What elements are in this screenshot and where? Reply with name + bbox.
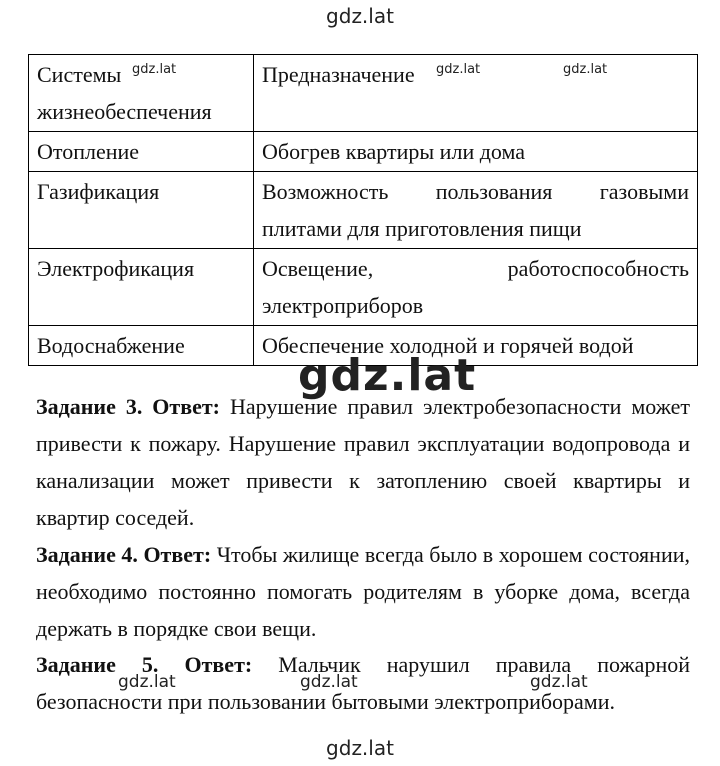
watermark-large: gdz.lat bbox=[298, 350, 477, 401]
watermark-top: gdz.lat bbox=[326, 4, 394, 28]
task-3-label: Задание 3. Ответ: bbox=[36, 394, 221, 419]
life-support-table bbox=[28, 54, 698, 366]
task-4-text: Чтобы жилище всегда было в хорошем состоянии, необходимо постоянно помогать родителям в уборке дома, всегда держать в порядке свои вещи. bbox=[36, 542, 690, 641]
watermark-small: gdz.lat bbox=[563, 62, 608, 77]
purpose-cell: Освещение, работоспособность электроприборов bbox=[254, 249, 698, 326]
task-3-text: Нарушение правил электробезопасности может привести к пожару. Нарушение правил эксплуатации водопровода и канализации может привести к затоплению своей квартиры и квартир соседей. bbox=[36, 394, 690, 530]
task-3-paragraph bbox=[36, 388, 690, 536]
watermark-small: gdz.lat bbox=[132, 62, 177, 77]
watermark-mid: gdz.lat bbox=[300, 672, 358, 692]
watermark-mid: gdz.lat bbox=[530, 672, 588, 692]
watermark-bottom: gdz.lat bbox=[326, 736, 394, 760]
watermark-small: gdz.lat bbox=[436, 62, 481, 77]
purpose-cell: Обогрев квартиры или дома bbox=[254, 132, 698, 172]
watermark-mid: gdz.lat bbox=[118, 672, 176, 692]
task-4-paragraph bbox=[36, 536, 690, 647]
purpose-cell: Обеспечение холодной и горячей водой bbox=[254, 326, 698, 366]
task-5-text: Мальчик нарушил правила пожарной безопасности при пользовании бытовыми электроприборами. bbox=[36, 652, 690, 714]
system-cell: Электрофикация bbox=[29, 249, 254, 326]
system-cell: Водоснабжение bbox=[29, 326, 254, 366]
header-purpose: Предназначение bbox=[254, 55, 698, 132]
header-systems: Системы жизнеобеспечения bbox=[29, 55, 254, 132]
table-row bbox=[29, 249, 698, 326]
system-cell: Газификация bbox=[29, 172, 254, 249]
table-row bbox=[29, 132, 698, 172]
purpose-cell: Возможность пользования газовыми плитами для приготовления пищи bbox=[254, 172, 698, 249]
task-5-label: Задание 5. Ответ: bbox=[36, 652, 253, 677]
system-cell: Отопление bbox=[29, 132, 254, 172]
table-row bbox=[29, 172, 698, 249]
task-4-label: Задание 4. Ответ: bbox=[36, 542, 212, 567]
